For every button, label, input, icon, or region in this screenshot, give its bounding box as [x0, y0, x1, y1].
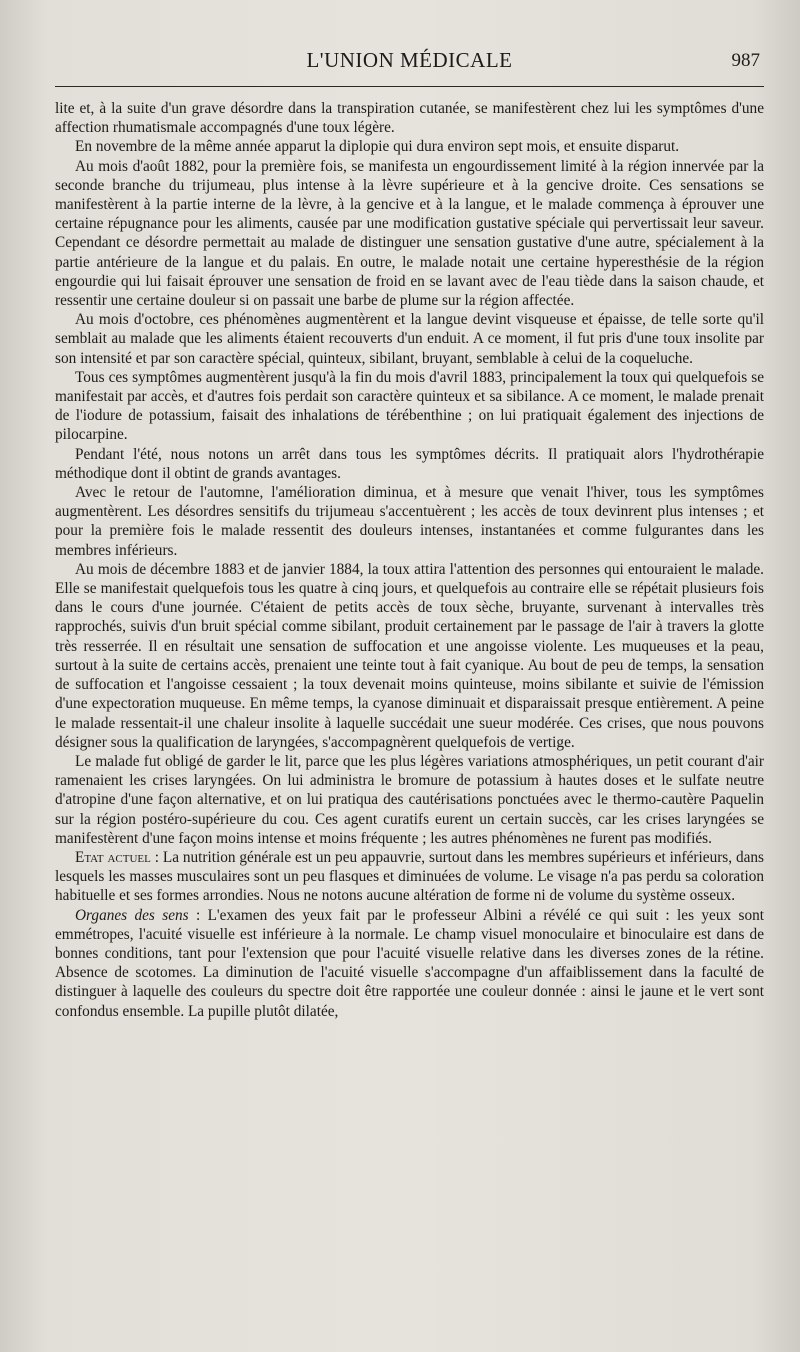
paragraph-text: Avec le retour de l'automne, l'amélioration diminua, et à mesure que venait l'hiver, tous les symptômes augmentèrent. Les désordres sensitifs du trijumeau s'accentuèrent ; les accès de toux devinrent plus intenses ; et pour la première fois le malade ressentit des douleurs intenses, instantanées et comme fulgurantes dans les membres inférieurs. — [55, 484, 764, 559]
paragraph — [55, 483, 764, 560]
section-lead-organes-des-sens: Organes des sens — [75, 906, 189, 924]
paragraph — [55, 137, 764, 156]
paragraph — [55, 157, 764, 311]
paragraph — [55, 310, 764, 368]
paragraph — [55, 560, 764, 752]
paragraph — [55, 99, 764, 137]
paragraph-text: Le malade fut obligé de garder le lit, parce que les plus légères variations atmosphériques, un petit courant d'air ramenaient les crises laryngées. On lui administra le bromure de potassium à hautes doses et le sulfate neutre d'atropine d'une façon alternative, et on lui pratiqua des cautérisations ponctuées avec le thermo-cautère Paquelin sur la région postéro-supérieure du cou. Ces agent curatifs eurent un certain succès, car les crises laryngées se manifestèrent d'une façon moins intense et moins fréquente ; les autres phénomènes ne furent pas modifiés. — [55, 752, 764, 847]
paragraph-text: Au mois de décembre 1883 et de janvier 1884, la toux attira l'attention des personnes qui entouraient le malade. Elle se manifestait quelquefois tous les quatre à cinq jours, et quelquefois au contraire elle se répétait plusieurs fois dans le cours d'une journée. C'étaient de petits accès de toux sèche, bruyante, survenant à intervalles très rapprochés, suivis d'un bruit spécial comme sibilant, produit certainement par le passage de l'air à travers la glotte très resserrée. Il en résultait une sensation de suffocation et une angoisse violente. Les muqueuses et la peau, surtout à la suite de certains accès, prenaient une teinte tout à fait cyanique. Au bout de peu de temps, la sensation de suffocation et l'angoisse cessaient ; la toux devenait moins quinteuse, moins sibilante et suivie de l'émission d'une expectoration muqueuse. En même temps, la cyanose diminuait et disparaissait presque entièrement. A peine le malade ressentait-il une chaleur insolite à laquelle succédait une sueur modérée. Ces crises, que nous pouvons désigner sous la qualification de laryngées, s'accompagnèrent quelquefois de vertige. — [55, 560, 764, 751]
paragraph — [55, 368, 764, 445]
paragraph — [55, 752, 764, 848]
page-number: 987 — [731, 50, 760, 71]
paragraph — [55, 445, 764, 483]
paragraph-text: Tous ces symptômes augmentèrent jusqu'à la fin du mois d'avril 1883, principalement la toux qui quelquefois se manifestait par accès, et d'autres fois perdait son caractère quinteux et sa sibilance. A ce moment, le malade prenait de l'iodure de potassium, faisait des inhalations de térébenthine ; on lui pratiquait également des injections de pilocarpine. — [55, 368, 764, 444]
paragraph-text: Au mois d'août 1882, pour la première fois, se manifesta un engourdissement limité à la région innervée par la seconde branche du trijumeau, plus intense à la lèvre supérieure et à la gencive droite. Ces sensations se manifestèrent à la partie interne de la lèvre, à la gencive et à la langue, et le malade commença à éprouver une certaine répugnance pour les aliments, causée par une modification gustative spéciale qui pervertissait leur saveur. Cependant ce désordre permettait au malade de distinguer une sensation gustative d'une autre, spécialement à la partie antérieure de la langue et du palais. En outre, le malade notait une certaine hyperesthésie de la région engourdie qui lui faisait éprouver une sensation de froid en se lavant avec de l'eau tiède dans la saison chaude, et ressentir une certaine douleur si on passait une barbe de plume sur la région affectée. — [55, 157, 764, 310]
header-rule — [55, 86, 764, 87]
paragraph-text: : La nutrition générale est un peu appauvrie, surtout dans les membres supérieurs et inférieurs, dans lesquels les masses musculaires sont un peu flasques et diminuées de volume. Le visage n'a pas perdu sa coloration habituelle et ses formes arrondies. Nous ne notons aucune altération de forme ni de volume du système osseux. — [55, 848, 764, 905]
paragraph-text: Pendant l'été, nous notons un arrêt dans tous les symptômes décrits. Il pratiquait alors l'hydrothérapie méthodique dont il obtint de grands avantages. — [55, 445, 764, 482]
page-header — [55, 44, 764, 84]
paragraph — [55, 906, 764, 1021]
paragraph-text: En novembre de la même année apparut la diplopie qui dura environ sept mois, et ensuite disparut. — [75, 138, 680, 156]
paragraph-text: : L'examen des yeux fait par le professeur Albini a révélé ce qui suit : les yeux sont emmétropes, l'acuité visuelle est inférieure à la normale. Le champ visuel monoculaire et binoculaire est dans de bonnes conditions, tant pour l'extension que pour l'acuité visuelle relative dans les diverses zones de la rétine. Absence de scotomes. La diminution de l'acuité visuelle s'accompagne d'un affaiblissement dans la faculté de distinguer à laquelle des couleurs du spectre doit être rapportée une couleur donnée : ainsi le jaune et le vert sont confondus ensemble. La pupille plutôt dilatée, — [55, 906, 764, 1020]
section-lead-etat-actuel: Etat actuel — [75, 848, 151, 866]
running-title: L'UNION MÉDICALE — [306, 48, 513, 72]
body-text — [55, 99, 764, 1021]
paragraph-text: lite et, à la suite d'un grave désordre dans la transpiration cutanée, se manifestèrent chez lui les symptômes d'une affection rhumatismale accompagnés d'une toux légère. — [55, 100, 764, 137]
paragraph — [55, 848, 764, 906]
paragraph-text: Au mois d'octobre, ces phénomènes augmentèrent et la langue devint visqueuse et épaisse, de telle sorte qu'il semblait au malade que les aliments étaient recouverts d'un enduit. A ce moment, il fut pris d'une toux insolite par son intensité et par son caractère spécial, quinteux, sibilant, bruyant, semblable à celui de la coqueluche. — [55, 311, 764, 367]
